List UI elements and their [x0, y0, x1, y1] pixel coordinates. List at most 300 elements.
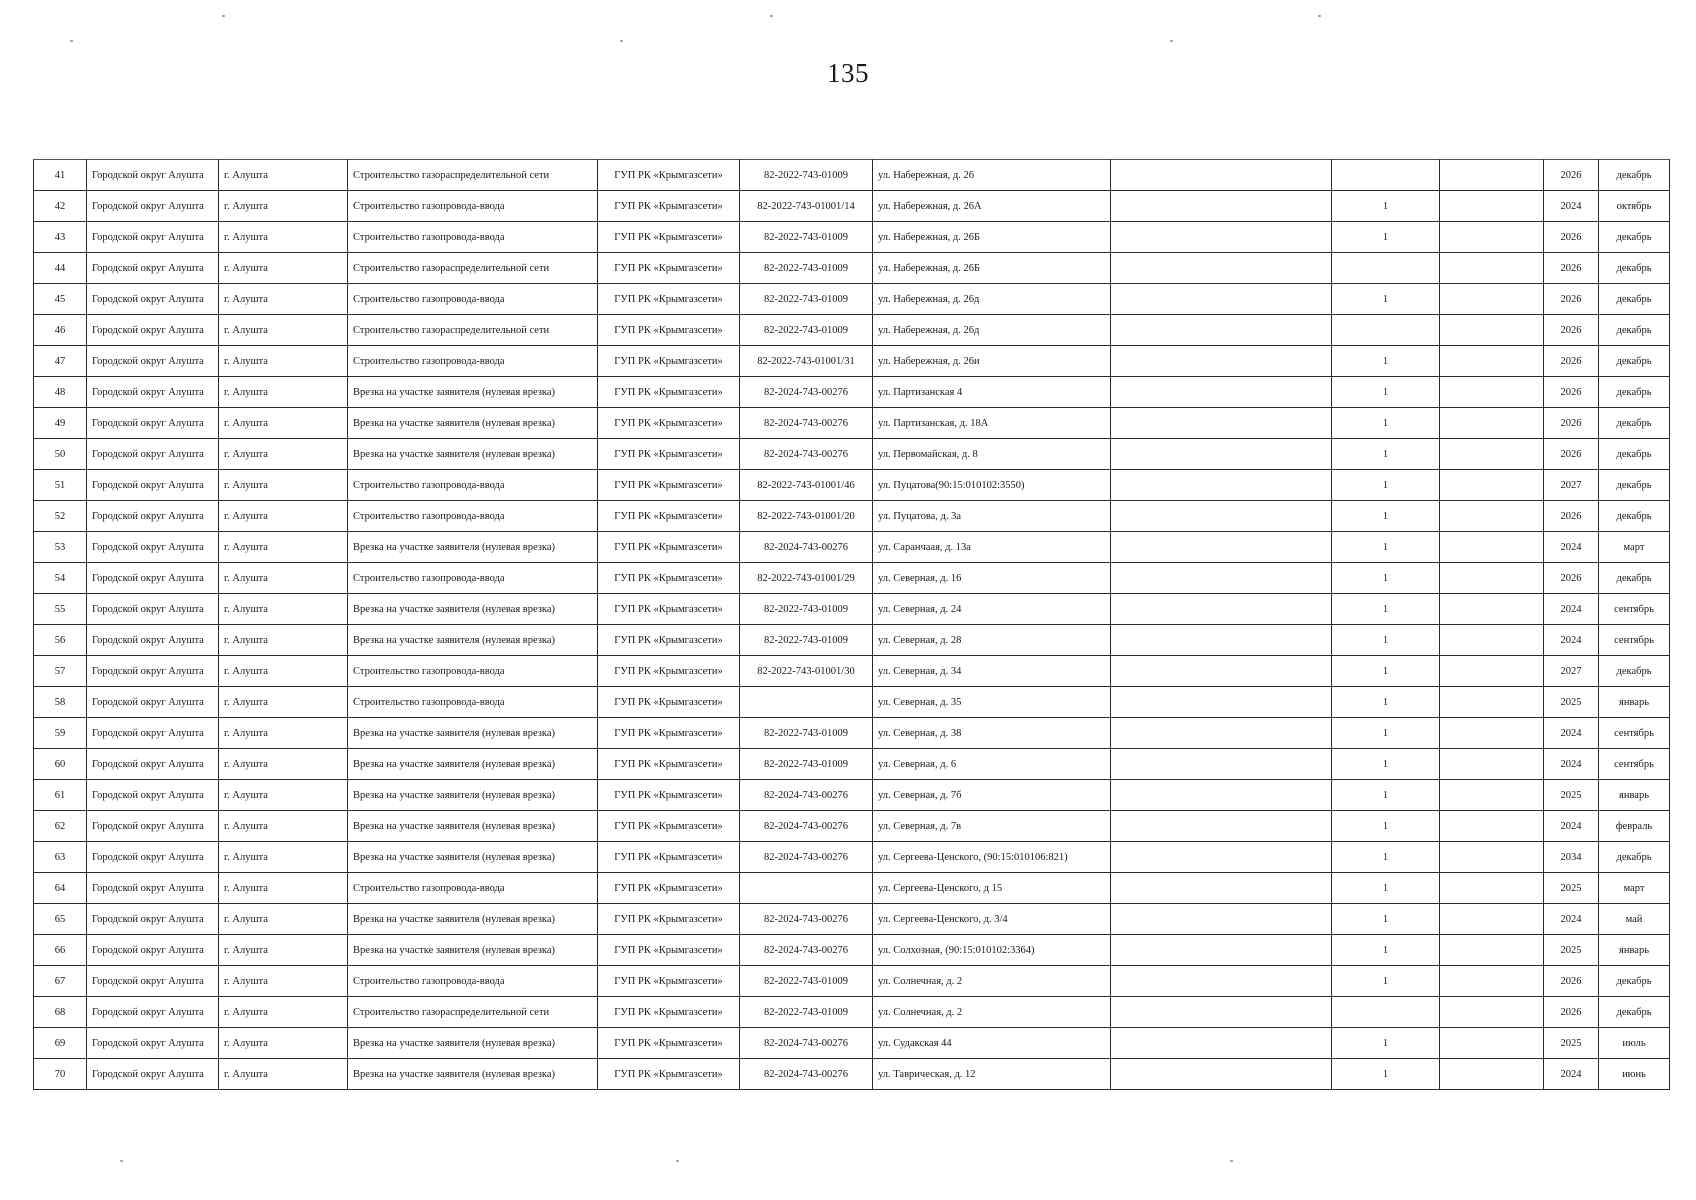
- month-cell: январь: [1599, 687, 1670, 718]
- registration-number-cell: 82-2024-743-00276: [740, 811, 873, 842]
- work-type-cell: Врезка на участке заявителя (нулевая врезка): [348, 1059, 598, 1090]
- registration-number-cell: 82-2022-743-01009: [740, 749, 873, 780]
- year-cell: 2025: [1544, 1028, 1599, 1059]
- empty-cell: [1440, 563, 1544, 594]
- district-cell: Городской округ Алушта: [87, 656, 219, 687]
- year-cell: 2024: [1544, 625, 1599, 656]
- empty-cell: [1440, 470, 1544, 501]
- locality-cell: г. Алушта: [219, 594, 348, 625]
- locality-cell: г. Алушта: [219, 470, 348, 501]
- quantity-cell: 1: [1332, 718, 1440, 749]
- table-row: [34, 408, 1670, 439]
- district-cell: Городской округ Алушта: [87, 935, 219, 966]
- year-cell: 2026: [1544, 160, 1599, 191]
- organization-cell: ГУП РК «Крымгазсети»: [598, 997, 740, 1028]
- address-cell: ул. Солнечная, д. 2: [873, 997, 1111, 1028]
- row-number-cell: 62: [34, 811, 87, 842]
- row-number-cell: 68: [34, 997, 87, 1028]
- empty-cell: [1440, 625, 1544, 656]
- table-row: [34, 842, 1670, 873]
- address-cell: ул. Набережная, д. 26и: [873, 346, 1111, 377]
- district-cell: Городской округ Алушта: [87, 811, 219, 842]
- address-cell: ул. Саранчаая, д. 13а: [873, 532, 1111, 563]
- organization-cell: ГУП РК «Крымгазсети»: [598, 718, 740, 749]
- organization-cell: ГУП РК «Крымгазсети»: [598, 470, 740, 501]
- organization-cell: ГУП РК «Крымгазсети»: [598, 284, 740, 315]
- registration-number-cell: 82-2022-743-01009: [740, 594, 873, 625]
- quantity-cell: [1332, 315, 1440, 346]
- row-number-cell: 57: [34, 656, 87, 687]
- locality-cell: г. Алушта: [219, 253, 348, 284]
- work-type-cell: Строительство газопровода-ввода: [348, 470, 598, 501]
- row-number-cell: 66: [34, 935, 87, 966]
- month-cell: сентябрь: [1599, 625, 1670, 656]
- registration-number-cell: 82-2024-743-00276: [740, 1028, 873, 1059]
- address-cell: ул. Северная, д. 28: [873, 625, 1111, 656]
- empty-cell: [1440, 377, 1544, 408]
- address-cell: ул. Солнечная, д. 2: [873, 966, 1111, 997]
- scan-speck: [620, 40, 623, 42]
- empty-cell: [1111, 842, 1332, 873]
- table-row: [34, 160, 1670, 191]
- row-number-cell: 50: [34, 439, 87, 470]
- row-number-cell: 70: [34, 1059, 87, 1090]
- quantity-cell: 1: [1332, 408, 1440, 439]
- work-type-cell: Строительство газопровода-ввода: [348, 284, 598, 315]
- quantity-cell: [1332, 253, 1440, 284]
- table-body: [34, 160, 1670, 1090]
- scan-speck: [70, 40, 73, 42]
- month-cell: декабрь: [1599, 563, 1670, 594]
- empty-cell: [1111, 966, 1332, 997]
- work-type-cell: Строительство газопровода-ввода: [348, 966, 598, 997]
- row-number-cell: 61: [34, 780, 87, 811]
- registration-number-cell: 82-2024-743-00276: [740, 1059, 873, 1090]
- work-type-cell: Врезка на участке заявителя (нулевая врезка): [348, 532, 598, 563]
- month-cell: декабрь: [1599, 501, 1670, 532]
- scan-speck: [1170, 40, 1173, 42]
- year-cell: 2024: [1544, 904, 1599, 935]
- organization-cell: ГУП РК «Крымгазсети»: [598, 780, 740, 811]
- year-cell: 2026: [1544, 408, 1599, 439]
- row-number-cell: 65: [34, 904, 87, 935]
- address-cell: ул. Сергеева-Ценского, д. 3/4: [873, 904, 1111, 935]
- empty-cell: [1111, 873, 1332, 904]
- empty-cell: [1440, 439, 1544, 470]
- empty-cell: [1111, 160, 1332, 191]
- work-type-cell: Строительство газопровода-ввода: [348, 501, 598, 532]
- year-cell: 2024: [1544, 191, 1599, 222]
- empty-cell: [1111, 253, 1332, 284]
- locality-cell: г. Алушта: [219, 718, 348, 749]
- organization-cell: ГУП РК «Крымгазсети»: [598, 563, 740, 594]
- empty-cell: [1111, 594, 1332, 625]
- address-cell: ул. Набережная, д. 26А: [873, 191, 1111, 222]
- registration-number-cell: 82-2022-743-01001/30: [740, 656, 873, 687]
- empty-cell: [1111, 997, 1332, 1028]
- district-cell: Городской округ Алушта: [87, 346, 219, 377]
- organization-cell: ГУП РК «Крымгазсети»: [598, 935, 740, 966]
- year-cell: 2024: [1544, 718, 1599, 749]
- row-number-cell: 67: [34, 966, 87, 997]
- work-type-cell: Строительство газопровода-ввода: [348, 346, 598, 377]
- empty-cell: [1111, 625, 1332, 656]
- row-number-cell: 69: [34, 1028, 87, 1059]
- empty-cell: [1440, 1059, 1544, 1090]
- empty-cell: [1440, 997, 1544, 1028]
- registration-number-cell: 82-2022-743-01009: [740, 966, 873, 997]
- table-row: [34, 315, 1670, 346]
- year-cell: 2034: [1544, 842, 1599, 873]
- month-cell: июнь: [1599, 1059, 1670, 1090]
- quantity-cell: 1: [1332, 842, 1440, 873]
- empty-cell: [1440, 191, 1544, 222]
- locality-cell: г. Алушта: [219, 997, 348, 1028]
- row-number-cell: 53: [34, 532, 87, 563]
- empty-cell: [1111, 439, 1332, 470]
- locality-cell: г. Алушта: [219, 408, 348, 439]
- address-cell: ул. Северная, д. 16: [873, 563, 1111, 594]
- empty-cell: [1440, 966, 1544, 997]
- district-cell: Городской округ Алушта: [87, 842, 219, 873]
- month-cell: сентябрь: [1599, 594, 1670, 625]
- page-number: 135: [827, 58, 869, 88]
- locality-cell: г. Алушта: [219, 346, 348, 377]
- organization-cell: ГУП РК «Крымгазсети»: [598, 439, 740, 470]
- empty-cell: [1440, 749, 1544, 780]
- quantity-cell: 1: [1332, 1028, 1440, 1059]
- registration-number-cell: 82-2024-743-00276: [740, 377, 873, 408]
- empty-cell: [1440, 873, 1544, 904]
- empty-cell: [1440, 408, 1544, 439]
- organization-cell: ГУП РК «Крымгазсети»: [598, 222, 740, 253]
- empty-cell: [1111, 315, 1332, 346]
- work-type-cell: Строительство газораспределительной сети: [348, 253, 598, 284]
- quantity-cell: 1: [1332, 284, 1440, 315]
- table-row: [34, 966, 1670, 997]
- year-cell: 2024: [1544, 749, 1599, 780]
- registration-number-cell: 82-2022-743-01001/14: [740, 191, 873, 222]
- organization-cell: ГУП РК «Крымгазсети»: [598, 811, 740, 842]
- address-cell: ул. Партизанская 4: [873, 377, 1111, 408]
- district-cell: Городской округ Алушта: [87, 1028, 219, 1059]
- quantity-cell: 1: [1332, 811, 1440, 842]
- address-cell: ул. Северная, д. 7в: [873, 811, 1111, 842]
- row-number-cell: 47: [34, 346, 87, 377]
- quantity-cell: 1: [1332, 873, 1440, 904]
- empty-cell: [1111, 222, 1332, 253]
- registration-number-cell: 82-2024-743-00276: [740, 935, 873, 966]
- locality-cell: г. Алушта: [219, 501, 348, 532]
- quantity-cell: 1: [1332, 1059, 1440, 1090]
- work-type-cell: Врезка на участке заявителя (нулевая врезка): [348, 718, 598, 749]
- empty-cell: [1111, 935, 1332, 966]
- organization-cell: ГУП РК «Крымгазсети»: [598, 501, 740, 532]
- quantity-cell: 1: [1332, 625, 1440, 656]
- address-cell: ул. Северная, д. 35: [873, 687, 1111, 718]
- year-cell: 2024: [1544, 1059, 1599, 1090]
- registration-number-cell: 82-2022-743-01009: [740, 160, 873, 191]
- month-cell: март: [1599, 873, 1670, 904]
- locality-cell: г. Алушта: [219, 439, 348, 470]
- empty-cell: [1440, 253, 1544, 284]
- empty-cell: [1111, 346, 1332, 377]
- table-row: [34, 904, 1670, 935]
- work-type-cell: Строительство газопровода-ввода: [348, 191, 598, 222]
- registration-number-cell: 82-2022-743-01009: [740, 718, 873, 749]
- organization-cell: ГУП РК «Крымгазсети»: [598, 532, 740, 563]
- work-type-cell: Врезка на участке заявителя (нулевая врезка): [348, 749, 598, 780]
- year-cell: 2024: [1544, 532, 1599, 563]
- work-type-cell: Врезка на участке заявителя (нулевая врезка): [348, 377, 598, 408]
- row-number-cell: 64: [34, 873, 87, 904]
- empty-cell: [1111, 749, 1332, 780]
- registration-number-cell: 82-2022-743-01009: [740, 284, 873, 315]
- work-type-cell: Врезка на участке заявителя (нулевая врезка): [348, 625, 598, 656]
- row-number-cell: 46: [34, 315, 87, 346]
- address-cell: ул. Набережная, д. 26Б: [873, 222, 1111, 253]
- locality-cell: г. Алушта: [219, 315, 348, 346]
- empty-cell: [1111, 501, 1332, 532]
- row-number-cell: 43: [34, 222, 87, 253]
- work-type-cell: Строительство газораспределительной сети: [348, 160, 598, 191]
- year-cell: 2026: [1544, 501, 1599, 532]
- address-cell: ул. Сергеева-Ценского, д 15: [873, 873, 1111, 904]
- locality-cell: г. Алушта: [219, 780, 348, 811]
- empty-cell: [1440, 904, 1544, 935]
- registration-number-cell: 82-2022-743-01001/31: [740, 346, 873, 377]
- district-cell: Городской округ Алушта: [87, 563, 219, 594]
- empty-cell: [1111, 1059, 1332, 1090]
- month-cell: июль: [1599, 1028, 1670, 1059]
- month-cell: январь: [1599, 780, 1670, 811]
- address-cell: ул. Набережная, д. 26: [873, 160, 1111, 191]
- row-number-cell: 58: [34, 687, 87, 718]
- quantity-cell: 1: [1332, 532, 1440, 563]
- year-cell: 2026: [1544, 315, 1599, 346]
- row-number-cell: 55: [34, 594, 87, 625]
- row-number-cell: 41: [34, 160, 87, 191]
- month-cell: декабрь: [1599, 253, 1670, 284]
- registration-number-cell: 82-2024-743-00276: [740, 842, 873, 873]
- registration-number-cell: 82-2022-743-01009: [740, 315, 873, 346]
- organization-cell: ГУП РК «Крымгазсети»: [598, 191, 740, 222]
- year-cell: 2025: [1544, 935, 1599, 966]
- table-row: [34, 191, 1670, 222]
- organization-cell: ГУП РК «Крымгазсети»: [598, 346, 740, 377]
- quantity-cell: 1: [1332, 904, 1440, 935]
- table-row: [34, 222, 1670, 253]
- district-cell: Городской округ Алушта: [87, 594, 219, 625]
- row-number-cell: 48: [34, 377, 87, 408]
- empty-cell: [1111, 563, 1332, 594]
- month-cell: декабрь: [1599, 160, 1670, 191]
- row-number-cell: 56: [34, 625, 87, 656]
- year-cell: 2026: [1544, 377, 1599, 408]
- row-number-cell: 60: [34, 749, 87, 780]
- empty-cell: [1111, 191, 1332, 222]
- quantity-cell: 1: [1332, 563, 1440, 594]
- year-cell: 2025: [1544, 873, 1599, 904]
- table-row: [34, 594, 1670, 625]
- empty-cell: [1440, 1028, 1544, 1059]
- address-cell: ул. Судакская 44: [873, 1028, 1111, 1059]
- table-row: [34, 873, 1670, 904]
- organization-cell: ГУП РК «Крымгазсети»: [598, 966, 740, 997]
- empty-cell: [1440, 284, 1544, 315]
- year-cell: 2025: [1544, 687, 1599, 718]
- locality-cell: г. Алушта: [219, 904, 348, 935]
- year-cell: 2026: [1544, 346, 1599, 377]
- table-row: [34, 687, 1670, 718]
- organization-cell: ГУП РК «Крымгазсети»: [598, 749, 740, 780]
- quantity-cell: 1: [1332, 377, 1440, 408]
- empty-cell: [1111, 687, 1332, 718]
- district-cell: Городской округ Алушта: [87, 1059, 219, 1090]
- work-type-cell: Врезка на участке заявителя (нулевая врезка): [348, 780, 598, 811]
- district-cell: Городской округ Алушта: [87, 749, 219, 780]
- year-cell: 2024: [1544, 594, 1599, 625]
- organization-cell: ГУП РК «Крымгазсети»: [598, 873, 740, 904]
- month-cell: декабрь: [1599, 997, 1670, 1028]
- locality-cell: г. Алушта: [219, 687, 348, 718]
- locality-cell: г. Алушта: [219, 222, 348, 253]
- organization-cell: ГУП РК «Крымгазсети»: [598, 842, 740, 873]
- empty-cell: [1440, 811, 1544, 842]
- locality-cell: г. Алушта: [219, 935, 348, 966]
- work-type-cell: Строительство газопровода-ввода: [348, 563, 598, 594]
- empty-cell: [1111, 904, 1332, 935]
- address-cell: ул. Набережная, д. 26д: [873, 315, 1111, 346]
- organization-cell: ГУП РК «Крымгазсети»: [598, 625, 740, 656]
- address-cell: ул. Партизанская, д. 18А: [873, 408, 1111, 439]
- district-cell: Городской округ Алушта: [87, 904, 219, 935]
- registration-number-cell: [740, 873, 873, 904]
- registration-number-cell: 82-2024-743-00276: [740, 904, 873, 935]
- year-cell: 2027: [1544, 656, 1599, 687]
- district-cell: Городской округ Алушта: [87, 780, 219, 811]
- locality-cell: г. Алушта: [219, 873, 348, 904]
- address-cell: ул. Солхозная, (90:15:010102:3364): [873, 935, 1111, 966]
- district-cell: Городской округ Алушта: [87, 501, 219, 532]
- quantity-cell: 1: [1332, 656, 1440, 687]
- table-row: [34, 625, 1670, 656]
- table-row: [34, 656, 1670, 687]
- month-cell: декабрь: [1599, 377, 1670, 408]
- year-cell: 2026: [1544, 966, 1599, 997]
- district-cell: Городской округ Алушта: [87, 377, 219, 408]
- registration-number-cell: 82-2024-743-00276: [740, 532, 873, 563]
- organization-cell: ГУП РК «Крымгазсети»: [598, 253, 740, 284]
- address-cell: ул. Северная, д. 7б: [873, 780, 1111, 811]
- organization-cell: ГУП РК «Крымгазсети»: [598, 656, 740, 687]
- registration-number-cell: 82-2022-743-01001/29: [740, 563, 873, 594]
- organization-cell: ГУП РК «Крымгазсети»: [598, 377, 740, 408]
- registration-number-cell: 82-2022-743-01009: [740, 625, 873, 656]
- work-type-cell: Врезка на участке заявителя (нулевая врезка): [348, 842, 598, 873]
- empty-cell: [1440, 501, 1544, 532]
- empty-cell: [1440, 935, 1544, 966]
- year-cell: 2026: [1544, 222, 1599, 253]
- row-number-cell: 45: [34, 284, 87, 315]
- month-cell: сентябрь: [1599, 749, 1670, 780]
- quantity-cell: 1: [1332, 439, 1440, 470]
- work-type-cell: Врезка на участке заявителя (нулевая врезка): [348, 439, 598, 470]
- locality-cell: г. Алушта: [219, 966, 348, 997]
- empty-cell: [1440, 594, 1544, 625]
- district-cell: Городской округ Алушта: [87, 222, 219, 253]
- locality-cell: г. Алушта: [219, 563, 348, 594]
- scan-speck: [1318, 15, 1321, 17]
- row-number-cell: 42: [34, 191, 87, 222]
- district-cell: Городской округ Алушта: [87, 160, 219, 191]
- table-row: [34, 532, 1670, 563]
- row-number-cell: 54: [34, 563, 87, 594]
- month-cell: декабрь: [1599, 470, 1670, 501]
- organization-cell: ГУП РК «Крымгазсети»: [598, 160, 740, 191]
- work-type-cell: Строительство газораспределительной сети: [348, 315, 598, 346]
- empty-cell: [1440, 532, 1544, 563]
- scan-speck: [676, 1160, 679, 1162]
- quantity-cell: [1332, 160, 1440, 191]
- registration-number-cell: 82-2024-743-00276: [740, 439, 873, 470]
- empty-cell: [1440, 718, 1544, 749]
- empty-cell: [1111, 532, 1332, 563]
- empty-cell: [1111, 811, 1332, 842]
- empty-cell: [1440, 315, 1544, 346]
- locality-cell: г. Алушта: [219, 656, 348, 687]
- year-cell: 2024: [1544, 811, 1599, 842]
- table-row: [34, 1059, 1670, 1090]
- address-cell: ул. Набережная, д. 26д: [873, 284, 1111, 315]
- month-cell: декабрь: [1599, 842, 1670, 873]
- empty-cell: [1440, 687, 1544, 718]
- registration-number-cell: 82-2022-743-01001/46: [740, 470, 873, 501]
- table-row: [34, 377, 1670, 408]
- empty-cell: [1440, 656, 1544, 687]
- empty-cell: [1440, 160, 1544, 191]
- address-cell: ул. Пуцатова(90:15:010102:3550): [873, 470, 1111, 501]
- district-cell: Городской округ Алушта: [87, 284, 219, 315]
- empty-cell: [1440, 222, 1544, 253]
- registration-number-cell: 82-2024-743-00276: [740, 408, 873, 439]
- quantity-cell: 1: [1332, 780, 1440, 811]
- quantity-cell: 1: [1332, 222, 1440, 253]
- month-cell: декабрь: [1599, 222, 1670, 253]
- district-cell: Городской округ Алушта: [87, 408, 219, 439]
- empty-cell: [1440, 780, 1544, 811]
- table-row: [34, 997, 1670, 1028]
- table-row: [34, 346, 1670, 377]
- table-row: [34, 935, 1670, 966]
- empty-cell: [1111, 780, 1332, 811]
- table-row: [34, 253, 1670, 284]
- locality-cell: г. Алушта: [219, 532, 348, 563]
- scan-speck: [770, 15, 773, 17]
- address-cell: ул. Северная, д. 6: [873, 749, 1111, 780]
- registration-number-cell: 82-2022-743-01009: [740, 997, 873, 1028]
- work-type-cell: Врезка на участке заявителя (нулевая врезка): [348, 935, 598, 966]
- row-number-cell: 51: [34, 470, 87, 501]
- organization-cell: ГУП РК «Крымгазсети»: [598, 408, 740, 439]
- month-cell: декабрь: [1599, 408, 1670, 439]
- address-cell: ул. Северная, д. 24: [873, 594, 1111, 625]
- registration-number-cell: 82-2022-743-01009: [740, 253, 873, 284]
- empty-cell: [1440, 842, 1544, 873]
- month-cell: декабрь: [1599, 346, 1670, 377]
- year-cell: 2026: [1544, 563, 1599, 594]
- organization-cell: ГУП РК «Крымгазсети»: [598, 904, 740, 935]
